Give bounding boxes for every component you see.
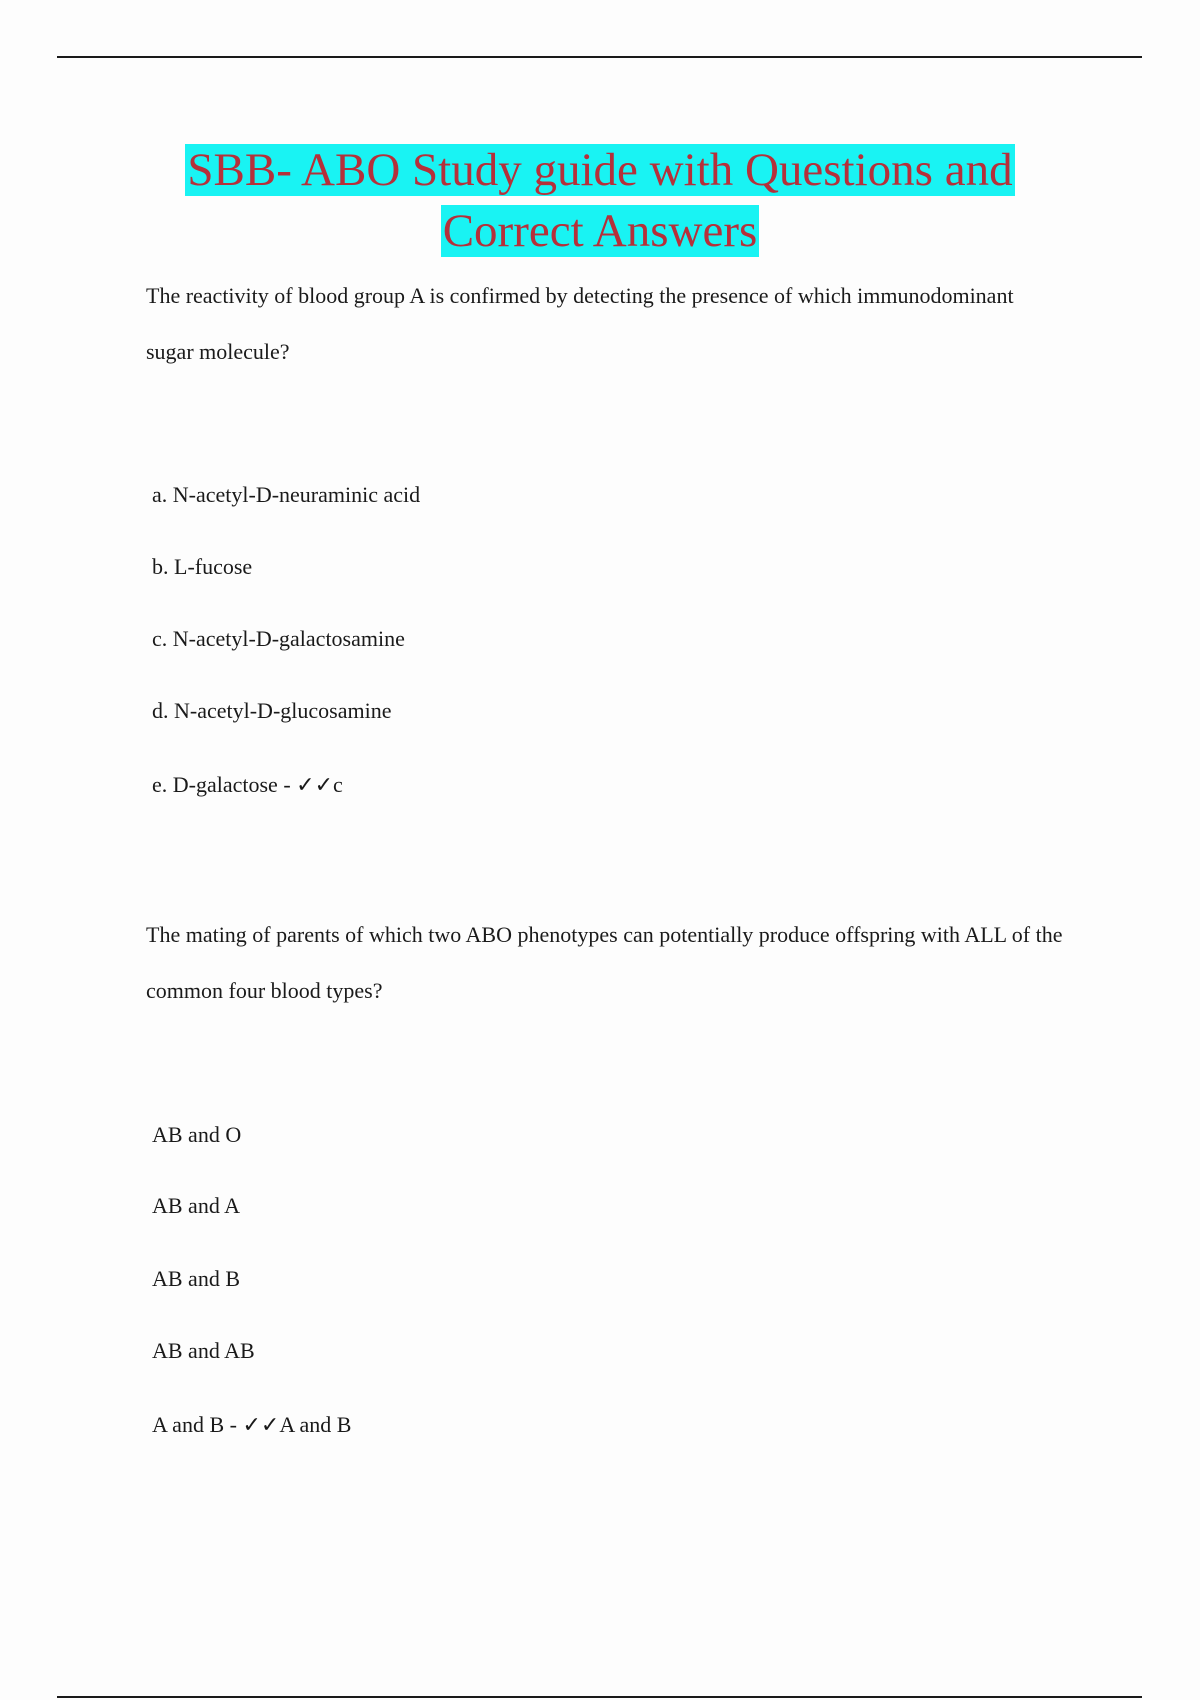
question-1-text: The reactivity of blood group A is confirmed by detecting the presence of which immunodominant sugar molecule? bbox=[146, 283, 1014, 364]
document-title bbox=[0, 140, 1200, 262]
checkmark-icon: ✓✓ bbox=[242, 1413, 280, 1438]
question-1-option-b: b. L-fucose bbox=[152, 554, 253, 579]
question-1-option-c: c. N-acetyl-D-galactosamine bbox=[152, 626, 405, 651]
question-2-option-1: AB and O bbox=[152, 1122, 242, 1147]
question-1-option-e-label: e. D-galactose - bbox=[152, 772, 297, 797]
bottom-divider bbox=[57, 1696, 1142, 1698]
question-2-text: The mating of parents of which two ABO phenotypes can potentially produce offspring with ALL of the common four blood types? bbox=[146, 922, 1063, 1003]
checkmark-icon: ✓✓ bbox=[296, 773, 334, 798]
title-line-1: SBB- ABO Study guide with Questions and bbox=[187, 144, 1013, 196]
question-1-option-d: d. N-acetyl-D-glucosamine bbox=[152, 698, 392, 723]
question-2-option-5 bbox=[152, 1410, 351, 1441]
top-divider bbox=[57, 56, 1142, 58]
question-1-option-a: a. N-acetyl-D-neuraminic acid bbox=[152, 482, 421, 507]
title-line-2: Correct Answers bbox=[442, 205, 758, 257]
question-2-option-3: AB and B bbox=[152, 1266, 240, 1291]
question-2-option-2: AB and A bbox=[152, 1193, 240, 1218]
question-2-option-4: AB and AB bbox=[152, 1338, 255, 1363]
question-1-option-e bbox=[152, 770, 343, 801]
question-2-answer: A and B bbox=[279, 1412, 352, 1437]
question-1-answer: c bbox=[333, 772, 343, 797]
question-2-option-5-label: A and B - bbox=[152, 1412, 243, 1437]
